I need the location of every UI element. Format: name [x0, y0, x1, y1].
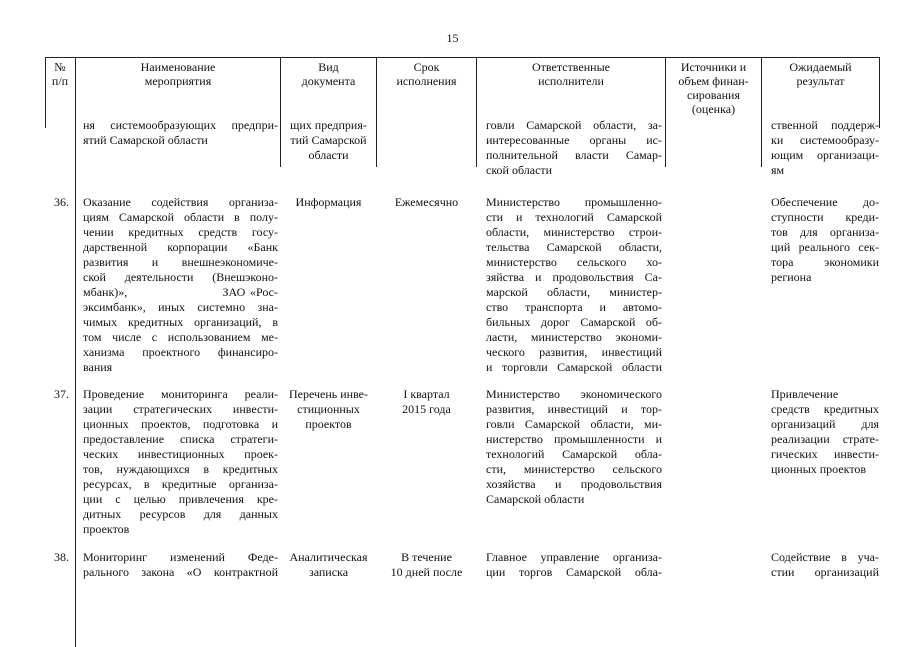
measures-table [45, 57, 880, 647]
header-executors: Ответственные исполнители [532, 60, 610, 88]
page-number: 15 [446, 31, 459, 45]
row-36-result: Обеспечение до- ступности креди- тов для организа- ций реального сек- тора экономики региона [771, 195, 879, 284]
row-continuation-doc-type: щих предприя- тий Самарской области [290, 118, 367, 162]
table-border-top [45, 57, 880, 58]
row-continuation-result: ственной поддерж- ки системообразу- ющим организаци- ям [771, 118, 879, 177]
row-number: 37. [54, 387, 69, 401]
row-36-name: Оказание содействия организа- циям Самарской области в полу- чении кредитных средств госу- дарственной корпорации «Банк развития и внешнеэкономиче- ской деятельности (Внешэконо- мбанк)», ЗАО «Рос- эксимбанк», иных системно зна- чимых кредитных организаций, в том числе с использованием ме- ханизма проектного финансиро- вания [83, 195, 278, 374]
row-38-name: Мониторинг изменений Феде- рального закона «О контрактной [83, 550, 278, 579]
row-37-name: Проведение мониторинга реали- зации стратегических инвести- ционных проектов, подготовка и предоставление списка стратеги- ческих инвестиционных проек- тов, нуждающихся в кредитных ресурсах, в кредитные организа- ции с целью привлечения кре- дитных ресурсов для данных проектов [83, 387, 278, 536]
row-38-result: Содействие в уча- стии организаций [771, 550, 879, 579]
row-37-executors: Министерство экономического развития, инвестиций и тор- говли Самарской области, ми- нистерство промышленности и технологий Самарской обла- сти, министерство сельского хозяйства и продовольствия Самарской области [486, 387, 662, 506]
header-doc-type: Вид документа [301, 60, 356, 88]
row-36-executors: Министерство промышленно- сти и технологий Самарской области, министерство строи- тельства Самарской области, министерство сельского хо- зяйства и продовольствия Са- марской области, министер- ство транспорта и автомо- бильных дорог Самарской об- ласти, министерство экономи- ческого развития, инвестиций и торговли Самарской области [486, 195, 662, 374]
row-number: 36. [54, 195, 69, 209]
row-37-result: Привлечение средств кредитных организаций для реализации страте- гических инвести- ционных проектов [771, 387, 879, 476]
row-36-doc-type: Информация [295, 195, 362, 209]
header-name: Наименование мероприятия [140, 60, 216, 88]
table-border-right [879, 57, 880, 128]
row-37-doc-type: Перечень инве- стиционных проектов [288, 387, 369, 431]
header-sources: Источники и объем финан- сирования (оценка) [678, 60, 749, 116]
row-continuation-executors: говли Самарской области, за- интересованные органы ис- полнительной власти Самар- ской области [486, 118, 662, 177]
header-result: Ожидаемый результат [789, 60, 852, 88]
row-36-term: Ежемесячно [394, 195, 459, 209]
row-continuation-name: ня системообразующих предпри- ятий Самарской области [83, 118, 278, 147]
column-divider [75, 57, 76, 647]
header-term: Срок исполнения [396, 60, 457, 88]
row-38-executors: Главное управление организа- ции торгов Самарской обла- [486, 550, 662, 579]
row-number: 38. [54, 550, 69, 564]
row-38-term: В течение 10 дней после [390, 550, 463, 579]
header-num: № п/п [51, 60, 69, 88]
row-38-doc-type: Аналитическая записка [289, 550, 368, 579]
row-37-term: I квартал 2015 года [402, 387, 451, 416]
